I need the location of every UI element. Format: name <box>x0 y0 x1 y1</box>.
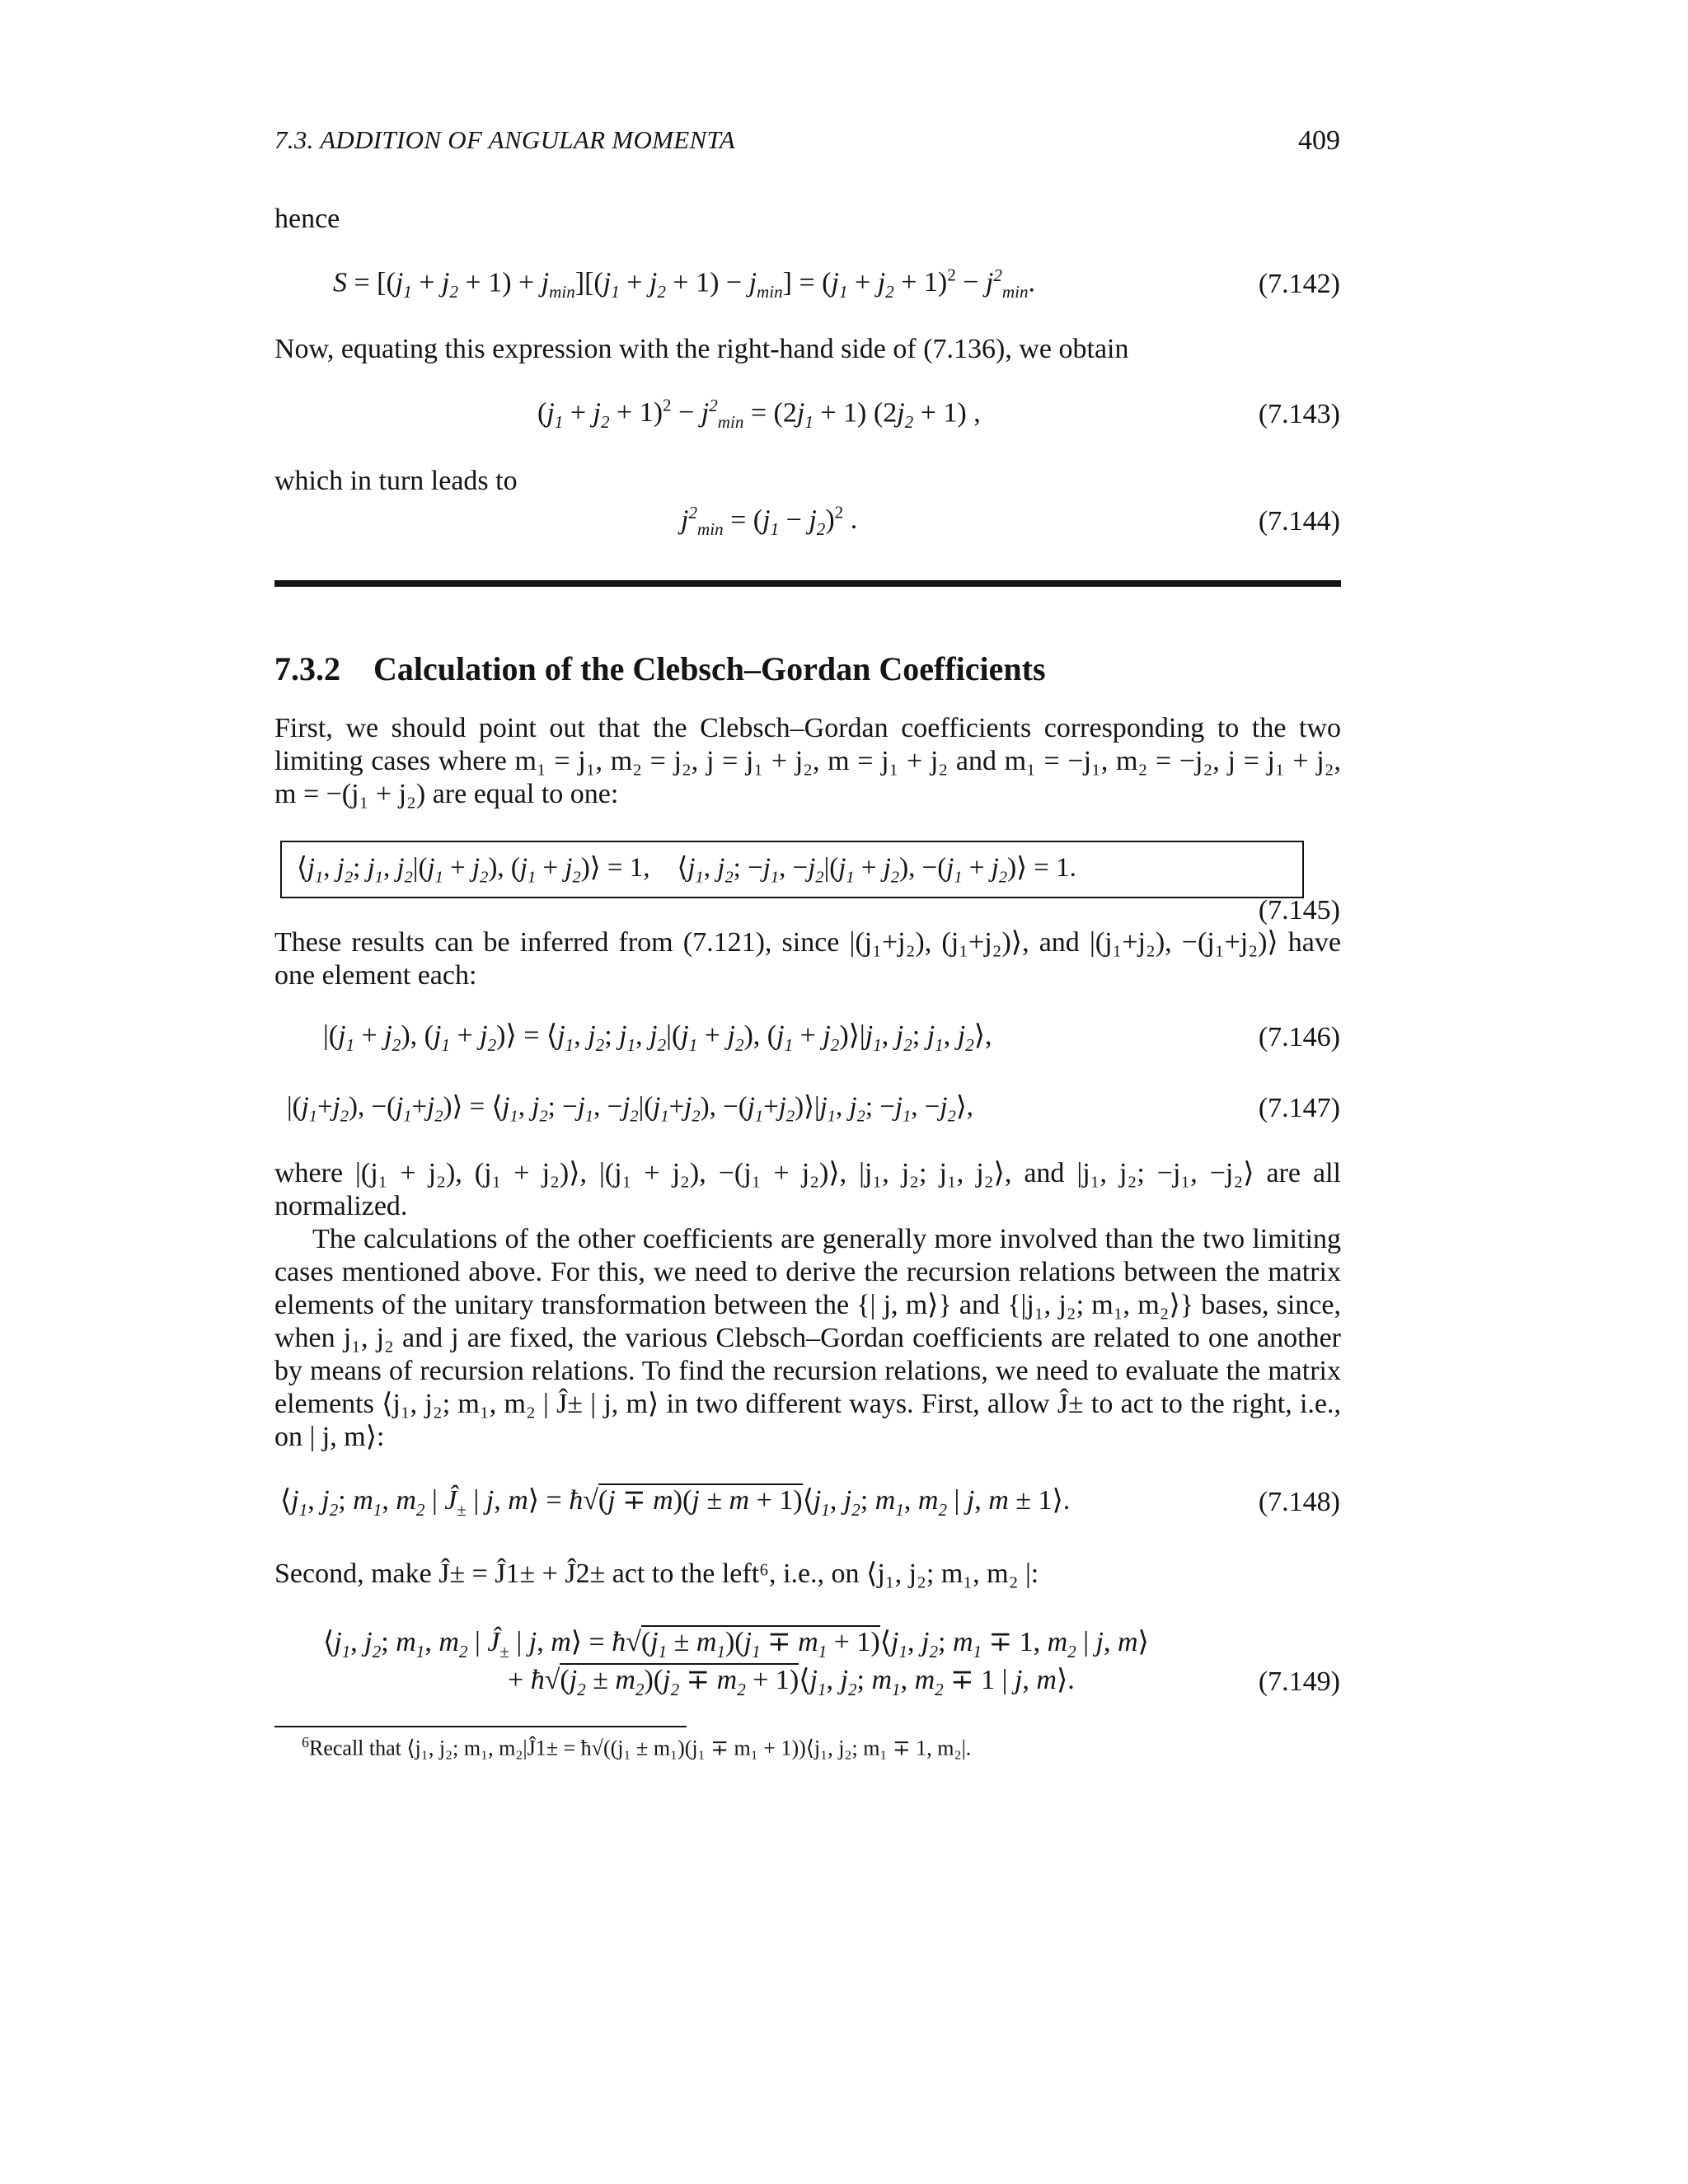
page-number: 409 <box>1298 125 1340 156</box>
equation-7-144: $j^2_{min} = (j_1 - j_2)^2$ . <box>681 503 858 540</box>
equation-7-149-line-1: $⟨j_1$, $j_2$; $m_1$, $m_2$ | $Ĵ_\pm$ | j, m⟩ = $ħ√(j_1 \pm m_1)(j_1 \mp m_1$ + $1)⟨j_1$, $j_2$; $m_1 \mp 1$, $m_2$ | j, m⟩ <box>323 1627 1149 1661</box>
section-title: Calculation of the Clebsch–Gordan Coefficients <box>373 650 1046 687</box>
section-number: 7.3.2 <box>274 650 340 687</box>
text-hence: hence <box>274 204 340 234</box>
equation-7-142: $S = [(j_1 + j_2 + 1) + j_{min}][(j_1 + j_2 + 1) - j_{min}] = (j_1 + j_2 + 1)^2 - j^2_{min}$. <box>333 265 1036 302</box>
equation-number-7-143: (7.143) <box>1258 399 1340 429</box>
paragraph-these-results: These results can be inferred from (7.121), since |(j₁+j₂), (j₁+j₂)⟩, and |(j₁+j₂), −(j₁+j₂)⟩ have one element each: <box>274 927 1341 991</box>
equation-7-146: $|(j_1 + j_2)$, ($j_1$ + $j_2)⟩$ = $⟨j_1$, $j_2$; $j_1$, $j_2|(j_1 + j_2)$, ($j_1$ + $j_2)⟩|j_1$, $j_2$; $j_1$, $j_2⟩$, <box>323 1020 992 1055</box>
equation-number-7-146: (7.146) <box>1258 1022 1340 1052</box>
equation-7-149-line-2: + $ħ√(j_2 \pm m_2)(j_2 \mp m_2$ + $1)⟨j_1$, $j_2$; $m_1$, $m_2 \mp 1$ | j, m⟩. <box>508 1665 1075 1699</box>
paragraph-limiting-cases: First, we should point out that the Clebsch–Gordan coefficients corresponding to the two limiting cases where m₁ = j₁, m₂ = j₂, j = j₁ + j₂, m = j₁ + j₂ and m₁ = −j₁, m₂ = −j₂, j = j₁ + j₂, m = −(j₁ + j₂) are equal to one: <box>274 713 1341 809</box>
equation-7-148: $⟨j_1$, $j_2$; $m_1$, $m_2$ | $Ĵ_\pm$ | j, m⟩ = ħ√(j ∓ $m)(j \pm m + 1)⟨j_1$, $j_2$; $m_1$, $m_2$ | j, m ± 1⟩. <box>280 1485 1071 1520</box>
text-now-equating: Now, equating this expression with the right-hand side of (7.136), we obtain <box>274 334 1129 364</box>
section-heading <box>274 649 1046 688</box>
equation-7-145: $⟨j_1$, $j_2$; $j_1$, $j_2|(j_1 + j_2)$, ($j_1$ + $j_2)⟩ = 1$, $⟨j_1$, $j_2$; $-j_1$, $-j_2|(j_1 + j_2)$, $-(j_1$ + $j_2)⟩ = 1$. <box>297 853 1076 887</box>
equation-number-7-144: (7.144) <box>1258 506 1340 537</box>
equation-number-7-147: (7.147) <box>1258 1093 1340 1123</box>
equation-number-7-149: (7.149) <box>1258 1666 1340 1697</box>
paragraph-recursion: The calculations of the other coefficients are generally more involved than the two limiting cases mentioned above. For this, we need to derive the recursion relations between the matrix elements of the unitary transformation between the {| j, m⟩} and {|j₁, j₂; m₁, m₂⟩} bases, since, when j₁, j₂ and j are fixed, the various Clebsch–Gordan coefficients are related to one another by means of recursion relations. To find the recursion relations, we need to evaluate the matrix elements ⟨j₁, j₂; m₁, m₂ | Ĵ± | j, m⟩ in two different ways. First, allow Ĵ± to act to the right, i.e., on | j, m⟩: <box>274 1224 1341 1452</box>
paragraph-where-normalized: where |(j₁ + j₂), (j₁ + j₂)⟩, |(j₁ + j₂), −(j₁ + j₂)⟩, |j₁, j₂; j₁, j₂⟩, and |j₁, j₂; −j₁, −j₂⟩ are all normalized. <box>274 1158 1341 1221</box>
equation-7-143: $(j_1 + j_2 + 1)^2 - j^2_{min} = (2j_1 + 1) (2j_2 + 1)$ , <box>537 396 981 433</box>
text-which-in-turn: which in turn leads to <box>274 466 518 496</box>
footnote-rule <box>274 1726 687 1727</box>
equation-number-7-148: (7.148) <box>1258 1487 1340 1517</box>
section-divider <box>274 580 1341 587</box>
footnote <box>302 1734 971 1761</box>
equation-number-7-142: (7.142) <box>1258 269 1340 299</box>
equation-number-7-145: (7.145) <box>1258 895 1340 926</box>
equation-7-147: $|(j_1+j_2)$, $-(j_1+j_2)⟩$ = $⟨j_1$, $j_2$; $-j_1$, $-j_2|(j_1+j_2)$, $-(j_1+j_2)⟩|j_1$, $j_2$; $-j_1$, $-j_2⟩$, <box>287 1092 973 1126</box>
running-header-title: 7.3. ADDITION OF ANGULAR MOMENTA <box>274 125 735 154</box>
footnote-text: Recall that ⟨j₁, j₂; m₁, m₂|Ĵ1± = ħ√((j₁ ± m₁)(j₁ ∓ m₁ + 1))⟨j₁, j₂; m₁ ∓ 1, m₂|. <box>309 1736 972 1760</box>
text-second-make: Second, make Ĵ± = Ĵ1± + Ĵ2± act to the left⁶, i.e., on ⟨j₁, j₂; m₁, m₂ |: <box>274 1558 1039 1589</box>
footnote-mark: 6 <box>302 1734 309 1750</box>
